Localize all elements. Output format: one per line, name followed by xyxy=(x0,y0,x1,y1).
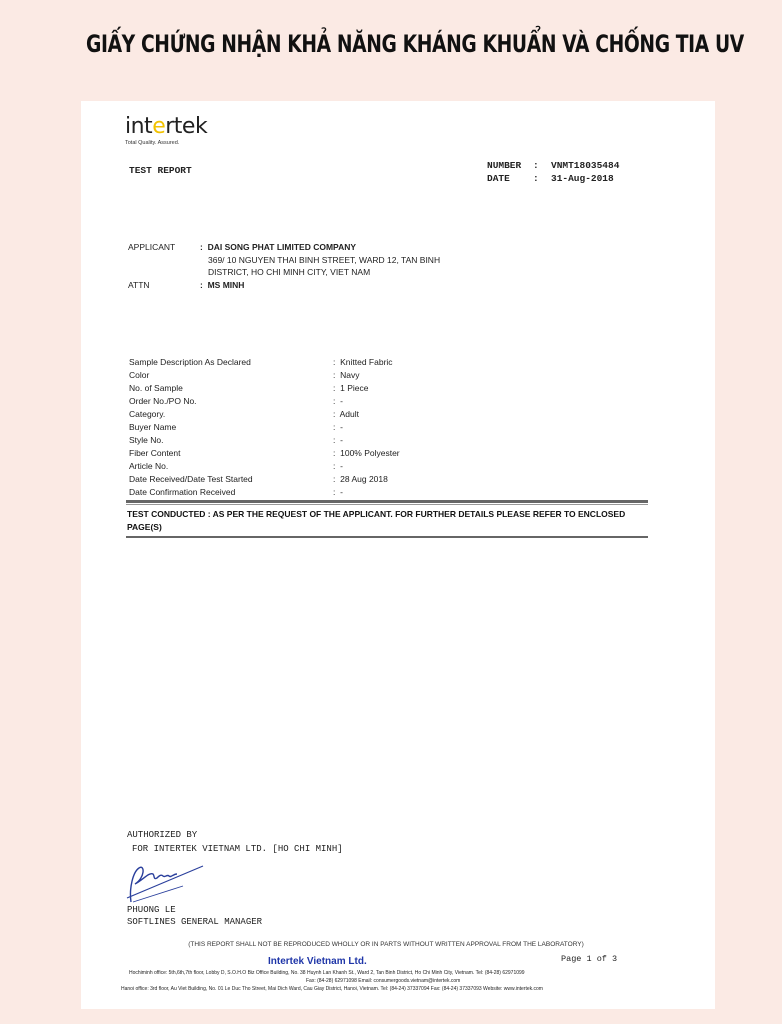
test-report-document xyxy=(81,101,715,1009)
sample-info-label: Order No./PO No. xyxy=(129,396,197,406)
number-value: VNMT18035484 xyxy=(551,160,620,171)
sample-info-value: : Knitted Fabric xyxy=(333,357,393,367)
sample-info-label: Sample Description As Declared xyxy=(129,357,251,367)
sample-info-row xyxy=(129,486,669,499)
report-title: TEST REPORT xyxy=(129,165,192,176)
divider xyxy=(126,500,648,503)
sample-info-value: : - xyxy=(333,396,343,406)
sample-info-value: : - xyxy=(333,487,343,497)
sample-info-value: : 28 Aug 2018 xyxy=(333,474,388,484)
date-sep: : xyxy=(533,173,539,184)
signer-title: SOFTLINES GENERAL MANAGER xyxy=(127,917,263,927)
intertek-logo xyxy=(125,115,207,146)
applicant-section xyxy=(128,241,688,291)
date-label: DATE xyxy=(487,173,510,184)
sample-info-row xyxy=(129,447,669,460)
sample-info-row xyxy=(129,473,669,486)
sample-info-row xyxy=(129,460,669,473)
sample-info-row xyxy=(129,395,669,408)
sample-info-label: Article No. xyxy=(129,461,169,471)
applicant-label: APPLICANT xyxy=(128,242,176,252)
sample-info-row xyxy=(129,421,669,434)
sample-info-value: : - xyxy=(333,435,343,445)
sample-info-row xyxy=(129,408,669,421)
logo-tagline: Total Quality. Assured. xyxy=(125,140,180,146)
number-label: NUMBER xyxy=(487,160,522,171)
report-meta xyxy=(487,159,619,185)
applicant-name: : DAI SONG PHAT LIMITED COMPANY xyxy=(200,242,357,252)
sample-info-label: No. of Sample xyxy=(129,383,183,393)
sample-info-value: : - xyxy=(333,422,343,432)
footer-hanoi-office: Hanoi office: 3rd floor, Au Viet Building, No. 01 Le Duc Tho Street, Mai Dich Ward, Cau Giay District, Hanoi, Vietnam. Tel: (84-24) 37337094 Fax: (84-24) 37337093 Website: www.intertek.com xyxy=(121,986,543,992)
sample-info-label: Date Confirmation Received xyxy=(129,487,236,497)
divider xyxy=(126,536,648,538)
sample-info-label: Style No. xyxy=(129,435,164,445)
applicant-address-line1: 369/ 10 NGUYEN THAI BINH STREET, WARD 12, TAN BINH xyxy=(208,254,441,265)
footer-hcm-contact: Fax: (84-28) 62971098 Email: consumergoods.vietnam@intertek.com xyxy=(306,978,461,984)
footer-company-name: Intertek Vietnam Ltd. xyxy=(268,956,367,967)
signer-name: PHUONG LE xyxy=(127,905,176,915)
sample-info-label: Date Received/Date Test Started xyxy=(129,474,253,484)
sample-info-label: Fiber Content xyxy=(129,448,181,458)
attn-value: : MS MINH xyxy=(200,279,245,290)
footer-hcm-office: Hochiminh office: 5th,6th,7th floor, Lobby D, S.O.H.O Biz Office Building, No. 38 Huynh Lan Khanh St., Ward 2, Tan Binh District, Ho Chi Minh City, Vietnam. Tel: (84-28) 62971099 xyxy=(129,970,525,976)
sample-info-row xyxy=(129,356,669,369)
sample-info-value: : 100% Polyester xyxy=(333,448,400,458)
test-conducted-text: TEST CONDUCTED : AS PER THE REQUEST OF THE APPLICANT. FOR FURTHER DETAILS PLEASE REFER TO ENCLOSED PAGE(S) xyxy=(127,509,626,532)
sample-info-row xyxy=(129,434,669,447)
sample-info-value: : Adult xyxy=(333,409,360,419)
logo-wordmark: intertek xyxy=(125,114,208,139)
sample-info-label: Buyer Name xyxy=(129,422,177,432)
sample-info-row xyxy=(129,369,669,382)
signer-block xyxy=(127,904,262,928)
sample-info-value: : Navy xyxy=(333,370,360,380)
sample-info-value: : - xyxy=(333,461,343,471)
applicant-address-line2: DISTRICT, HO CHI MINH CITY, VIET NAM xyxy=(208,267,371,277)
date-value: 31-Aug-2018 xyxy=(551,173,614,184)
test-conducted-block xyxy=(126,500,648,538)
authorized-by-company: FOR INTERTEK VIETNAM LTD. [HO CHI MINH] xyxy=(132,844,343,854)
handwritten-signature xyxy=(123,858,213,906)
sample-info-list xyxy=(129,356,669,499)
page-number: Page 1 of 3 xyxy=(561,954,618,964)
authorized-by xyxy=(127,828,343,856)
sample-info-label: Color xyxy=(129,370,150,380)
page-banner-title: GIẤY CHỨNG NHẬN KHẢ NĂNG KHÁNG KHUẨN VÀ CHỐNG TIA UV xyxy=(86,30,744,58)
number-sep: : xyxy=(533,160,539,171)
attn-label: ATTN xyxy=(128,279,150,290)
sample-info-value: : 1 Piece xyxy=(333,383,369,393)
authorized-by-label: AUTHORIZED BY xyxy=(127,830,198,840)
reproduction-notice: (THIS REPORT SHALL NOT BE REPRODUCED WHOLLY OR IN PARTS WITHOUT WRITTEN APPROVAL FROM THE LABORATORY) xyxy=(188,941,584,948)
sample-info-row xyxy=(129,382,669,395)
sample-info-label: Category. xyxy=(129,409,166,419)
